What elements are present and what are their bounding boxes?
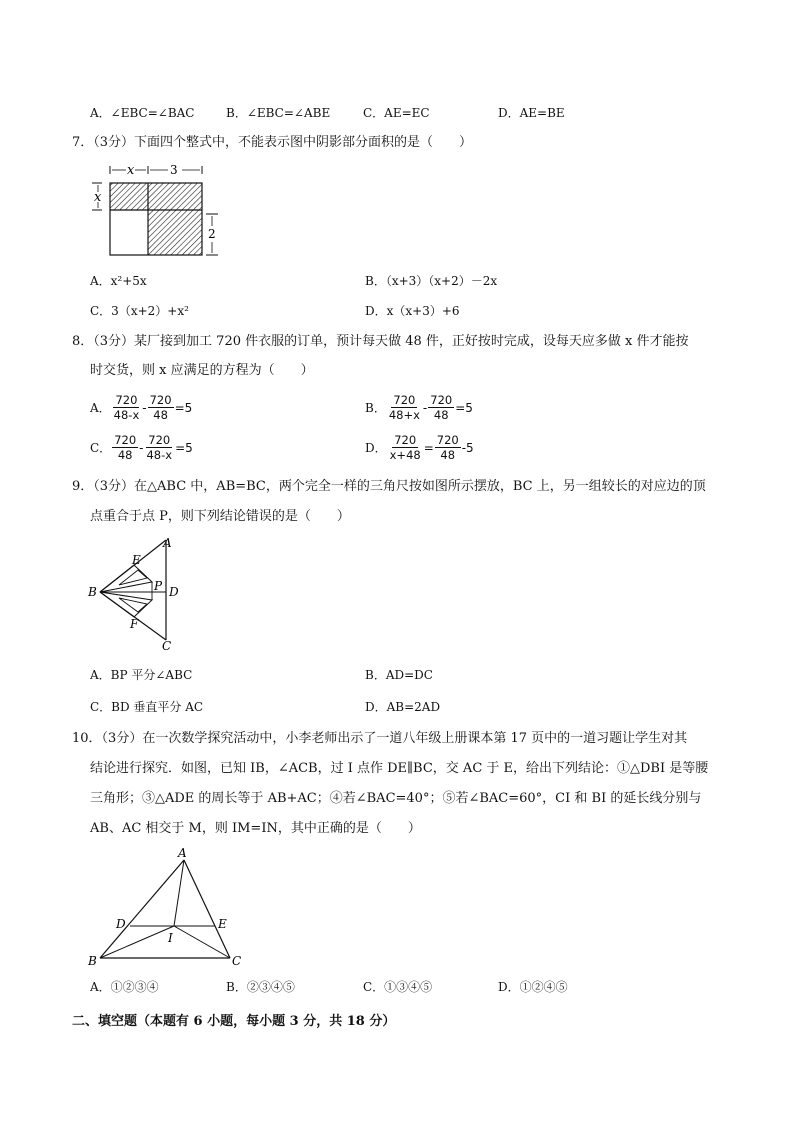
q10-label-e: E bbox=[218, 917, 227, 931]
q9-option-a: A．BP 平分∠ABC bbox=[90, 668, 193, 682]
q8-stem-line2: 时交货，则 x 应满足的方程为（ ） bbox=[90, 363, 314, 378]
q8-c-num1: 720 bbox=[114, 433, 137, 447]
q9-label-b: B bbox=[88, 585, 97, 599]
q6-option-d: D．AE=BE bbox=[498, 106, 565, 120]
q7-option-d: D．x（x+3）+6 bbox=[365, 304, 460, 318]
q6-option-b: B．∠EBC=∠ABE bbox=[226, 106, 331, 120]
q10-option-b: B．②③④⑤ bbox=[226, 980, 295, 994]
q7-figure bbox=[88, 162, 228, 262]
q6-option-c: C．AE=EC bbox=[363, 106, 430, 120]
q8-option-a bbox=[90, 393, 192, 422]
q6-option-a: A．∠EBC=∠BAC bbox=[90, 106, 195, 120]
q10-label-c: C bbox=[232, 954, 242, 968]
q8-stem-line1: 8．（3分）某厂接到加工 720 件衣服的订单，预计每天做 48 件，正好按时完成，设每天应多做 x 件才能按 bbox=[72, 334, 689, 349]
q8-option-d bbox=[365, 433, 474, 462]
q9-label-p: P bbox=[154, 579, 163, 593]
q10-label-a: A bbox=[178, 846, 187, 860]
q10-stem-line2: 结论进行探究．如图，已知 IB，∠ACB，过 I 点作 DE∥BC，交 AC 于 E，给出下列结论：①△DBI 是等腰 bbox=[90, 761, 709, 776]
q8-c-den2: 48-x bbox=[146, 448, 173, 462]
q8-a-num2: 720 bbox=[149, 393, 172, 407]
q8-d-num2: 720 bbox=[436, 433, 459, 447]
q8-d-den2: 48 bbox=[440, 448, 456, 462]
q7-label-right-2: 2 bbox=[208, 227, 216, 241]
q8-a-label: A． bbox=[90, 401, 111, 415]
q8-b-rhs: =5 bbox=[455, 400, 473, 415]
q10-label-i: I bbox=[168, 931, 173, 945]
q7-option-b: B．（x+3）（x+2）－2x bbox=[365, 274, 498, 288]
q8-d-num1: 720 bbox=[394, 433, 417, 447]
q9-label-a: A bbox=[163, 536, 172, 550]
q8-d-label: D． bbox=[365, 441, 387, 455]
q8-c-den1: 48 bbox=[117, 448, 133, 462]
q8-b-label: B． bbox=[365, 401, 386, 415]
q10-figure bbox=[84, 844, 254, 972]
q10-stem-line3: 三角形；③△ADE 的周长等于 AB+AC；④若∠BAC=40°；⑤若∠BAC=60°，CI 和 BI 的延长线分别与 bbox=[90, 791, 702, 806]
q10-option-a: A．①②③④ bbox=[90, 980, 159, 994]
q7-option-a: A．x²+5x bbox=[90, 274, 147, 288]
q10-option-c: C．①③④⑤ bbox=[363, 980, 433, 994]
q8-c-num2: 720 bbox=[148, 433, 171, 447]
q10-stem-line4: AB、AC 相交于 M，则 IM=IN，其中正确的是（ ） bbox=[90, 821, 421, 836]
q8-c-op: - bbox=[139, 440, 144, 455]
q8-a-op: - bbox=[142, 400, 147, 415]
q10-label-d: D bbox=[116, 917, 126, 931]
q9-label-c: C bbox=[162, 639, 172, 652]
q8-c-rhs: =5 bbox=[175, 440, 193, 455]
q7-option-c: C．3（x+2）+x² bbox=[90, 304, 189, 318]
q10-label-b: B bbox=[88, 954, 97, 968]
q9-option-b: B．AD=DC bbox=[365, 668, 433, 682]
q8-d-rhs: -5 bbox=[461, 440, 474, 455]
q9-figure bbox=[86, 534, 196, 652]
q8-b-op: - bbox=[422, 400, 428, 415]
q9-label-d: D bbox=[169, 585, 179, 599]
q9-stem-line1: 9．（3分）在△ABC 中，AB=BC，两个完全一样的三角尺按如图所示摆放，BC 上，另一组较长的对应边的顶 bbox=[72, 479, 706, 494]
q8-a-den2: 48 bbox=[153, 408, 168, 422]
section-2-heading: 二、填空题（本题有 6 小题，每小题 3 分，共 18 分） bbox=[72, 1014, 396, 1029]
q7-label-top-3: 3 bbox=[170, 163, 178, 177]
q8-option-b bbox=[365, 393, 473, 422]
q8-b-num1: 720 bbox=[393, 393, 416, 407]
q8-b-num2: 720 bbox=[430, 393, 453, 407]
q7-label-left-x: x bbox=[94, 190, 102, 205]
q10-option-d: D．①②④⑤ bbox=[498, 980, 568, 994]
q9-option-c: C．BD 垂直平分 AC bbox=[90, 700, 204, 714]
q9-stem-line2: 点重合于点 P，则下列结论错误的是（ ） bbox=[90, 509, 350, 524]
q7-label-top-x: x bbox=[127, 163, 135, 178]
q7-stem: 7．（3分）下面四个整式中，不能表示图中阴影部分面积的是（ ） bbox=[72, 135, 473, 150]
q8-d-den1: x+48 bbox=[389, 448, 421, 462]
q9-label-f: F bbox=[130, 617, 139, 631]
q8-a-den1: 48-x bbox=[113, 408, 140, 422]
q8-d-op: = bbox=[423, 440, 434, 455]
q8-c-label: C． bbox=[90, 441, 112, 455]
q8-b-den2: 48 bbox=[433, 408, 449, 422]
q9-label-e: E bbox=[132, 553, 141, 567]
q9-option-d: D．AB=2AD bbox=[365, 700, 441, 714]
q10-stem-line1: 10．（3分）在一次数学探究活动中，小李老师出示了一道八年级上册课本第 17 页中的一道习题让学生对其 bbox=[72, 731, 688, 746]
q8-b-den1: 48+x bbox=[388, 408, 420, 422]
q8-option-c bbox=[90, 433, 193, 462]
q8-a-rhs: =5 bbox=[174, 400, 193, 415]
q8-a-num1: 720 bbox=[115, 393, 138, 407]
